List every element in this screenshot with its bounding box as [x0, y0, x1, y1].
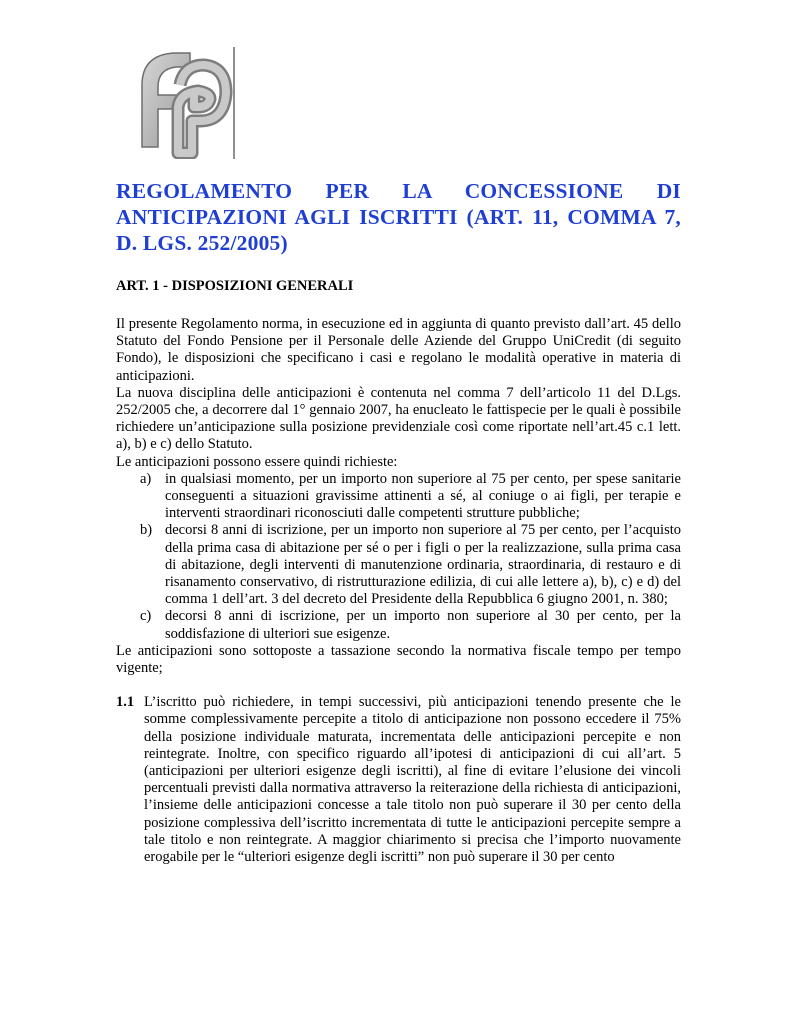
list-item — [116, 471, 681, 523]
paragraph: Le anticipazioni possono essere quindi richieste: — [116, 453, 398, 470]
list-marker: a) — [140, 470, 152, 487]
list-marker: c) — [140, 608, 152, 625]
section-number: 1.1 — [116, 694, 135, 711]
list-item — [116, 522, 681, 608]
list-item — [116, 608, 681, 642]
fp-logo — [138, 47, 238, 159]
document-page — [116, 178, 681, 866]
fp-logo-icon — [138, 47, 238, 159]
section-text: L’iscritto può richiedere, in tempi successivi, più anticipazioni tenendo presente che le somme complessivamente percepite a titolo di anticipazione non possono eccedere il 75% della posizione individuale maturata, incrementata delle anticipazioni percepite e non reintegrate. Inoltre, con specifico riguardo all’ipotesi di anticipazioni di cui all’art. 5 (anticipazioni per ulteriori esigenze degli iscritti), al fine di evitare l’elusione dei vincoli percentuali previsti dalla normativa attraverso la reiterazione della richiesta di anticipazioni, l’insieme delle anticipazioni concesse a tale titolo non può superare il 30 per cento della posizione complessiva dell’iscritto incrementata di tutte le anticipazioni percepite sempre a tale titolo e non reintegrate. A maggior chiarimento si precisa che l’importo nuovamente erogabile per le “ulteriori esigenze degli iscritti” non può superare il 30 per cento — [144, 694, 681, 866]
section-1-1 — [116, 694, 681, 866]
paragraph: Il presente Regolamento norma, in esecuzione ed in aggiunta di quanto previsto dall’art. 45 dello Statuto del Fondo Pensione per il Personale delle Aziende del Gruppo UniCredit (di seguito Fondo), le disposizioni che specificano i casi e regolano le modalità operative in materia di anticipazioni. — [116, 316, 681, 384]
list-marker: b) — [140, 522, 153, 539]
list-item-text: decorsi 8 anni di iscrizione, per un importo non superiore al 30 per cento, per la soddisfazione di ulteriori sue esigenze. — [165, 608, 681, 642]
list-item-text: in qualsiasi momento, per un importo non superiore al 75 per cento, per spese sanitarie conseguenti a situazioni gravissime attinenti a sé, al coniuge o ai figli, per terapie e interventi straordinari riconosciuti dalle competenti strutture pubbliche; — [165, 470, 681, 522]
paragraph: Le anticipazioni sono sottoposte a tassazione secondo la normativa fiscale tempo per tempo vigente; — [116, 642, 681, 677]
document-title: REGOLAMENTO PER LA CONCESSIONE DI ANTICIPAZIONI AGLI ISCRITTI (ART. 11, COMMA 7, D. LGS. 252/2005) — [116, 179, 681, 255]
paragraph: La nuova disciplina delle anticipazioni è contenuta nel comma 7 dell’articolo 11 del D.Lgs. 252/2005 che, a decorrere dal 1° gennaio 2007, ha enucleato le fattispecie per le quali è possibile richiedere un’anticipazione sulla posizione previdenziale così come riportate nell’art.45 c.1 lett. a), b) e c) dello Statuto. — [116, 384, 681, 453]
anticipation-cases-list — [116, 471, 681, 643]
article-1-heading: ART. 1 - DISPOSIZIONI GENERALI — [116, 278, 354, 294]
list-item-text: decorsi 8 anni di iscrizione, per un importo non superiore al 75 per cento, per l’acquisto della prima casa di abitazione per sé o per i figli o per la realizzazione, sulla prima casa di abitazione, degli interventi di manutenzione ordinaria, straordinaria, di restauro e di risanamento conservativo, di ristrutturazione edilizia, di cui alle lettere a), b), c) e d) del comma 1 dell’art. 3 del decreto del Presidente della Repubblica 6 giugno 2001, n. 380; — [165, 522, 681, 608]
